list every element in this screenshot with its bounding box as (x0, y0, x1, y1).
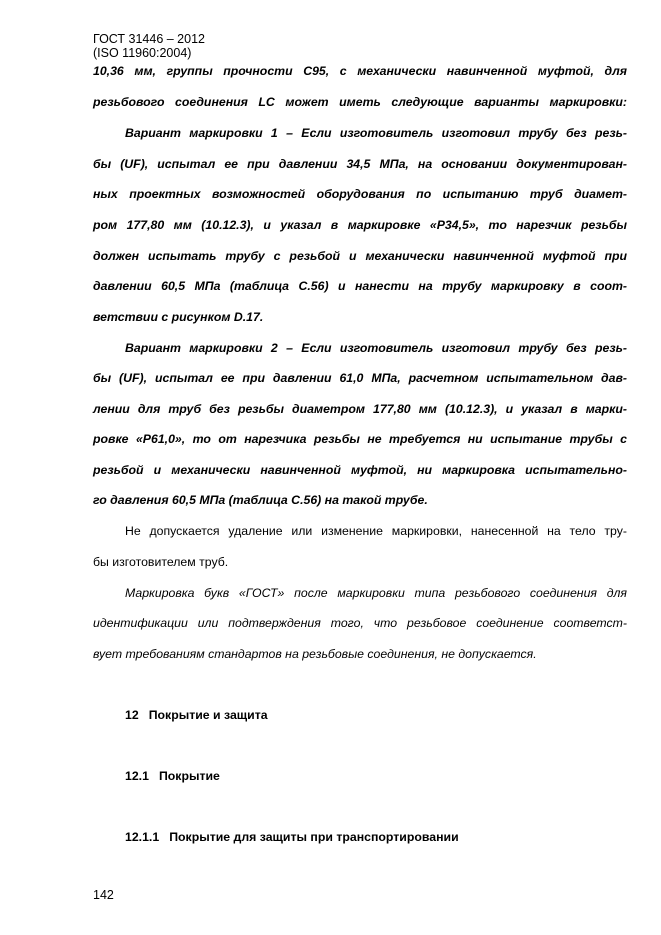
text-line: бы (UF), испытал ее при давлении 34,5 МПа, на основании документирован- (93, 157, 627, 171)
header-standard: ГОСТ 31446 – 2012 (93, 32, 205, 46)
section-number: 12.1 (125, 769, 149, 783)
text-line: ных проектных возможностей оборудования по испытанию труб диамет- (93, 187, 627, 201)
text-line: 10,36 мм, группы прочности С95, с механически навинченной муфтой, для (93, 64, 627, 78)
text-line: го давления 60,5 МПа (таблица С.56) на такой трубе. (93, 493, 428, 507)
text-line: резьбой и механически навинченной муфтой, ни маркировка испытательно- (93, 463, 627, 477)
text-line: бы (UF), испытал ее при давлении 61,0 МПа, расчетном испытательном дав- (93, 371, 627, 385)
text-line: вует требованиям стандартов на резьбовые соединения, не допускается. (93, 647, 537, 661)
text-line: Маркировка букв «ГОСТ» после маркировки типа резьбового соединения для (125, 586, 627, 600)
subsubsection-heading (125, 830, 459, 845)
section-heading (125, 708, 268, 723)
text-line: ром 177,80 мм (10.12.3), и указал в маркировке «P34,5», то нарезчик резьбы (93, 218, 627, 232)
section-title: Покрытие и защита (148, 708, 268, 722)
section-number: 12.1.1 (125, 830, 160, 844)
text-line: идентификации или подтверждения того, что резьбовое соединение соответст- (93, 616, 627, 630)
section-number: 12 (125, 708, 139, 722)
text-line: ветствии с рисунком D.17. (93, 310, 264, 324)
text-line: Вариант маркировки 2 – Если изготовитель изготовил трубу без резь- (125, 341, 627, 355)
header-iso: (ISO 11960:2004) (93, 46, 192, 60)
text-line: ровке «P61,0», то от нарезчика резьбы не требуется ни испытание трубы с (93, 432, 627, 446)
text-line: Не допускается удаление или изменение маркировки, нанесенной на тело тру- (125, 524, 627, 538)
page-number: 142 (93, 888, 114, 902)
text-line: должен испытать трубу с резьбой и механически навинченной муфтой при (93, 249, 627, 263)
section-title: Покрытие (158, 769, 220, 783)
subsection-heading (125, 769, 220, 784)
section-title: Покрытие для защиты при транспортировании (169, 830, 459, 844)
text-line: резьбового соединения LC может иметь следующие варианты маркировки: (93, 95, 627, 109)
text-line: Вариант маркировки 1 – Если изготовитель изготовил трубу без резь- (125, 126, 627, 140)
text-line: бы изготовителем труб. (93, 555, 229, 569)
text-line: давлении 60,5 МПа (таблица С.56) и нанести на трубу маркировку в соот- (93, 279, 627, 293)
text-line: лении для труб без резьбы диаметром 177,80 мм (10.12.3), и указал в марки- (93, 402, 627, 416)
